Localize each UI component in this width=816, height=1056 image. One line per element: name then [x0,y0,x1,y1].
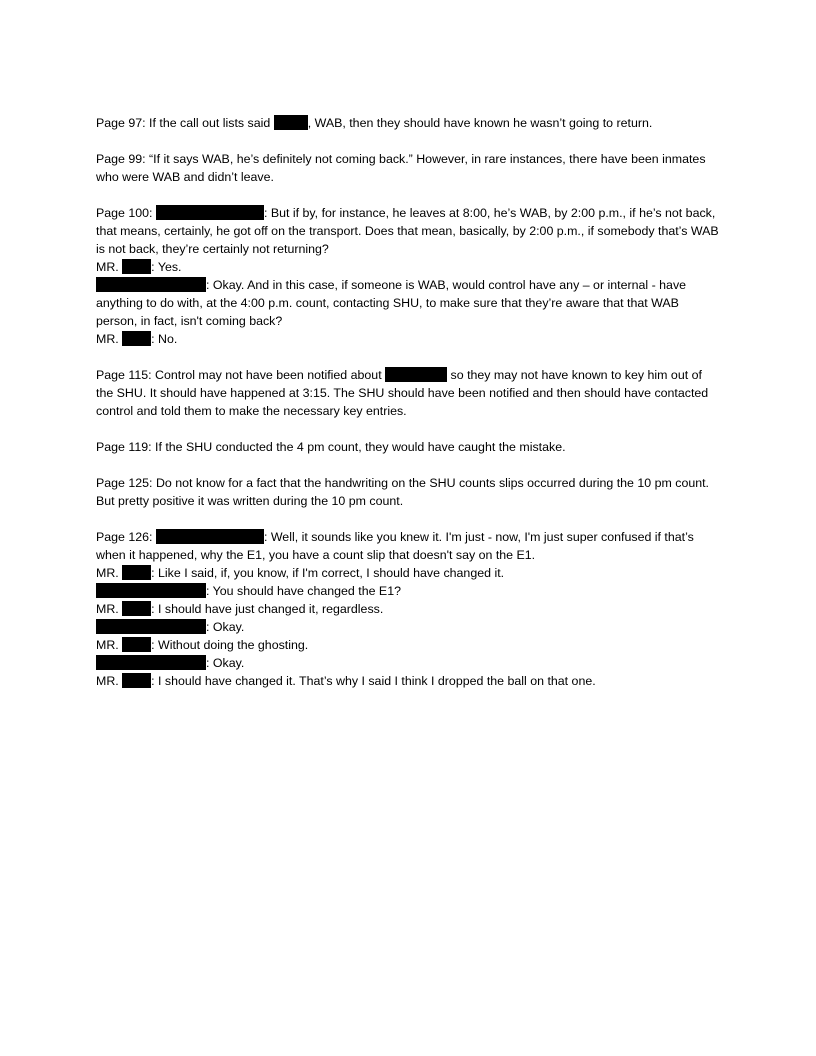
question-line [96,618,720,636]
paragraph-page-126 [96,528,720,690]
text: : I should have just changed it, regardless. [151,602,384,616]
text: : Okay. And in this case, if someone is WAB, would control have any – or internal - have anything to do with, at the 4:00 p.m. count, contacting SHU, to make sure that they’re aware that that WAB person, in fact, isn't coming back? [96,278,687,328]
redaction-box [122,259,151,274]
speaker-prefix: MR. [96,260,123,274]
speaker-prefix: MR. [96,332,123,346]
paragraph-page-125: Page 125: Do not know for a fact that the handwriting on the SHU counts slips occurred during the 10 pm count. But pretty positive it was written during the 10 pm count. [96,476,710,508]
question-line [96,528,720,564]
redaction-box [156,205,264,220]
answer-line [96,636,720,654]
text: : You should have changed the E1? [206,584,401,598]
answer-line [96,330,720,348]
answer-line [96,672,720,690]
question-line [96,582,720,600]
paragraph-page-99: Page 99: “If it says WAB, he’s definitely not coming back.” However, in rare instances, there have been inmates who were WAB and didn’t leave. [96,152,706,184]
redaction-box [122,637,151,652]
paragraph-page-97 [96,114,720,132]
text: so they may not have known to key him out of the SHU. It should have happened at 3:15. The SHU should have been notified and then should have contacted control and told them to make the necessary key entries. [96,368,709,418]
redaction-box [96,619,206,634]
redaction-box [96,655,206,670]
redaction-box [122,601,151,616]
document-body [96,114,720,708]
text: : Without doing the ghosting. [151,638,309,652]
speaker-prefix: MR. [96,638,123,652]
redaction-box [156,529,264,544]
paragraph-page-115 [96,366,720,420]
redaction-box [122,331,151,346]
text: : Okay. [206,620,245,634]
text: : I should have changed it. That’s why I said I think I dropped the ball on that one. [151,674,596,688]
text: , WAB, then they should have known he wasn’t going to return. [307,116,653,130]
answer-line [96,258,720,276]
text: : Yes. [151,260,182,274]
text: Page 100: [96,206,156,220]
question-line [96,654,720,672]
text: : But if by, for instance, he leaves at 8:00, he’s WAB, by 2:00 p.m., if he’s not back, that means, certainly, he got off on the transport. Does that mean, basically, by 2:00 p.m., if somebody that’s WAB is not back, they’re certainly not returning? [96,206,719,256]
question-line [96,276,720,330]
paragraph-page-119: Page 119: If the SHU conducted the 4 pm count, they would have caught the mistake. [96,440,566,454]
paragraph-page-100 [96,204,720,348]
question-line [96,204,720,258]
redaction-box [96,277,206,292]
text: : Like I said, if, you know, if I'm correct, I should have changed it. [151,566,505,580]
redaction-box [385,367,447,382]
redaction-box [122,565,151,580]
text: : No. [151,332,178,346]
answer-line [96,564,720,582]
text: Page 115: Control may not have been notified about [96,368,386,382]
redaction-box [274,115,308,130]
redaction-box [96,583,206,598]
speaker-prefix: MR. [96,602,123,616]
speaker-prefix: MR. [96,566,123,580]
redaction-box [122,673,151,688]
text: Page 97: If the call out lists said [96,116,274,130]
text: : Well, it sounds like you knew it. I'm just - now, I'm just super confused if that’s when it happened, why the E1, you have a count slip that doesn't say on the E1. [96,530,694,562]
text: : Okay. [206,656,245,670]
answer-line [96,600,720,618]
speaker-prefix: MR. [96,674,123,688]
text: Page 126: [96,530,156,544]
